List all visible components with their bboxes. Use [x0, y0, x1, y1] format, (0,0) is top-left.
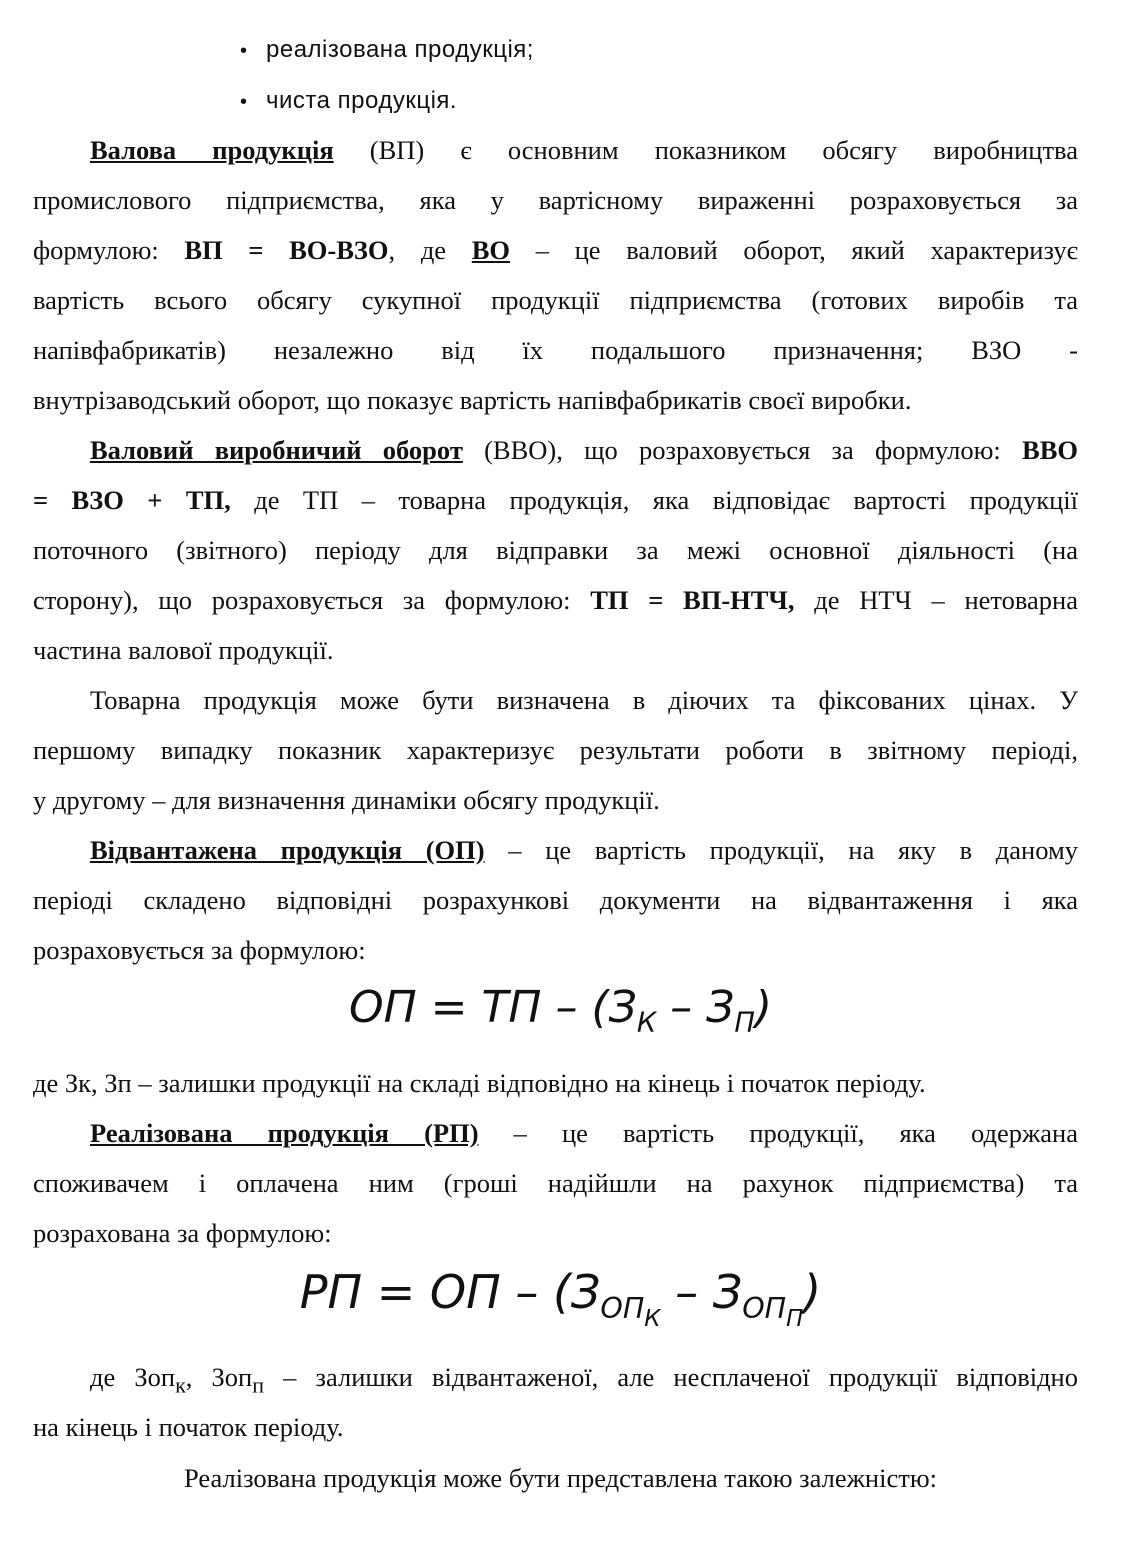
text-line: споживачем і оплачена ним (гроші надійшли на рахунок підприємства) та — [33, 1168, 1078, 1198]
bullet-item — [240, 81, 457, 121]
text-line — [33, 575, 1078, 625]
paragraph-gross-output — [33, 125, 1078, 425]
text-line — [33, 225, 1078, 275]
text-line: де Зк, Зп – залишки продукції на складі відповідно на кінець і початок періоду. — [33, 1068, 926, 1098]
term-gross-production-turnover: Валовий виробничий оборот — [90, 435, 463, 465]
term-gross-turnover: ВО — [471, 235, 511, 265]
bullet-dot: • — [240, 91, 248, 113]
inline-formula: ТП = ВП-НТЧ, — [590, 585, 795, 615]
paragraph-shipped-output — [33, 825, 1078, 975]
text-subscript: п — [252, 1372, 265, 1398]
formula-sold-output — [0, 1265, 1121, 1332]
paragraph-formula1-legend — [33, 1058, 1078, 1108]
paragraph-gross-production-turnover — [33, 425, 1078, 675]
text-line: внутрізаводський оборот, що показує вартість напівфабрикатів своєї виробки. — [33, 385, 912, 415]
formula-sub-subscript: К — [644, 1305, 661, 1332]
formula-shipped-output — [0, 982, 1121, 1039]
paragraph-formula2-legend — [33, 1352, 1078, 1452]
text-span: де ТП – товарна продукція, яка відповідає вартості продукції — [230, 485, 1078, 515]
bullet-dot: • — [240, 40, 248, 62]
formula-subscript-text: ОП — [600, 1291, 645, 1325]
text-span: де НТЧ – нетоварна — [794, 585, 1078, 615]
text-line: розраховується за формулою: — [33, 935, 366, 965]
text-span: формулою: — [33, 235, 185, 265]
text-span: – залишки відвантаженої, але несплаченої продукції відповідно — [264, 1362, 1078, 1392]
text-span: , де — [388, 235, 472, 265]
formula-sub-subscript: П — [786, 1305, 804, 1332]
formula-subscript: К — [636, 1007, 657, 1039]
inline-formula: ВВО — [1022, 435, 1078, 465]
text-line: розрахована за формулою: — [33, 1218, 332, 1248]
text-span: – це вартість продукції, на яку в даному — [484, 835, 1078, 865]
text-line: у другому – для визначення динаміки обсягу продукції. — [33, 785, 660, 815]
text-span: сторону), що розраховується за формулою: — [33, 585, 591, 615]
text-line: на кінець і початок періоду. — [33, 1412, 344, 1442]
text-span: – це вартість продукції, яка одержана — [478, 1118, 1078, 1148]
term-gross-output: Валова продукція — [90, 135, 334, 165]
paragraph-sold-output — [33, 1108, 1078, 1258]
inline-formula: = ВЗО + ТП, — [33, 485, 231, 515]
formula-part: – З — [656, 982, 735, 1033]
text-line — [33, 825, 1078, 875]
formula-part: ) — [803, 1265, 822, 1319]
term-sold-output: Реалізована продукція (РП) — [90, 1118, 479, 1148]
bullet-text: реалізована продукція; — [266, 36, 534, 63]
text-line: напівфабрикатів) незалежно від їх подальшого призначення; ВЗО - — [33, 335, 1078, 365]
text-line: Товарна продукція може бути визначена в діючих та фіксованих цінах. У — [90, 685, 1078, 715]
text-span: де Зоп — [90, 1362, 176, 1392]
text-subscript: к — [175, 1372, 186, 1398]
text-line — [33, 475, 1078, 525]
text-line: промислового підприємства, яка у вартісному вираженні розраховується за — [33, 185, 1078, 215]
formula-part: = ОП – (З — [362, 1265, 601, 1319]
bullet-item — [240, 30, 534, 70]
formula-subscript — [742, 1291, 804, 1332]
text-span: – це валовий оборот, який характеризує — [510, 235, 1078, 265]
text-span: , Зоп — [185, 1362, 253, 1392]
text-line: періоді складено відповідні розрахункові документи на відвантаження і яка — [33, 885, 1078, 915]
text-line: частина валової продукції. — [33, 635, 334, 665]
formula-part: = ТП – (З — [416, 982, 637, 1033]
text-line: поточного (звітного) періоду для відправки за межі основної діяльності (на — [33, 535, 1078, 565]
paragraph-closing: Реалізована продукція може бути представлена такою залежністю: — [184, 1463, 937, 1493]
formula-subscript: П — [734, 1007, 755, 1039]
inline-formula: ВП = ВО-ВЗО — [184, 235, 389, 265]
paragraph-commodity-output — [33, 675, 1078, 825]
text-span: (ВП) є основним показником обсягу виробництва — [333, 135, 1078, 165]
formula-part: РП — [299, 1265, 363, 1319]
formula-subscript — [600, 1291, 661, 1332]
term-shipped-output: Відвантажена продукція (ОП) — [90, 835, 485, 865]
text-span: (ВВО), що розраховується за формулою: — [462, 435, 1023, 465]
formula-part: ) — [754, 982, 773, 1033]
text-line — [33, 425, 1078, 475]
text-line: вартість всього обсягу сукупної продукції підприємства (готових виробів та — [33, 285, 1078, 315]
bullet-text: чиста продукція. — [266, 87, 458, 114]
formula-part: ОП — [348, 982, 417, 1033]
text-line — [33, 1108, 1078, 1158]
text-line — [33, 125, 1078, 175]
text-line: першому випадку показник характеризує результати роботи в звітному періоді, — [33, 735, 1078, 765]
formula-part: – З — [660, 1265, 743, 1319]
formula-subscript-text: ОП — [742, 1291, 787, 1325]
text-line — [33, 1352, 1078, 1402]
